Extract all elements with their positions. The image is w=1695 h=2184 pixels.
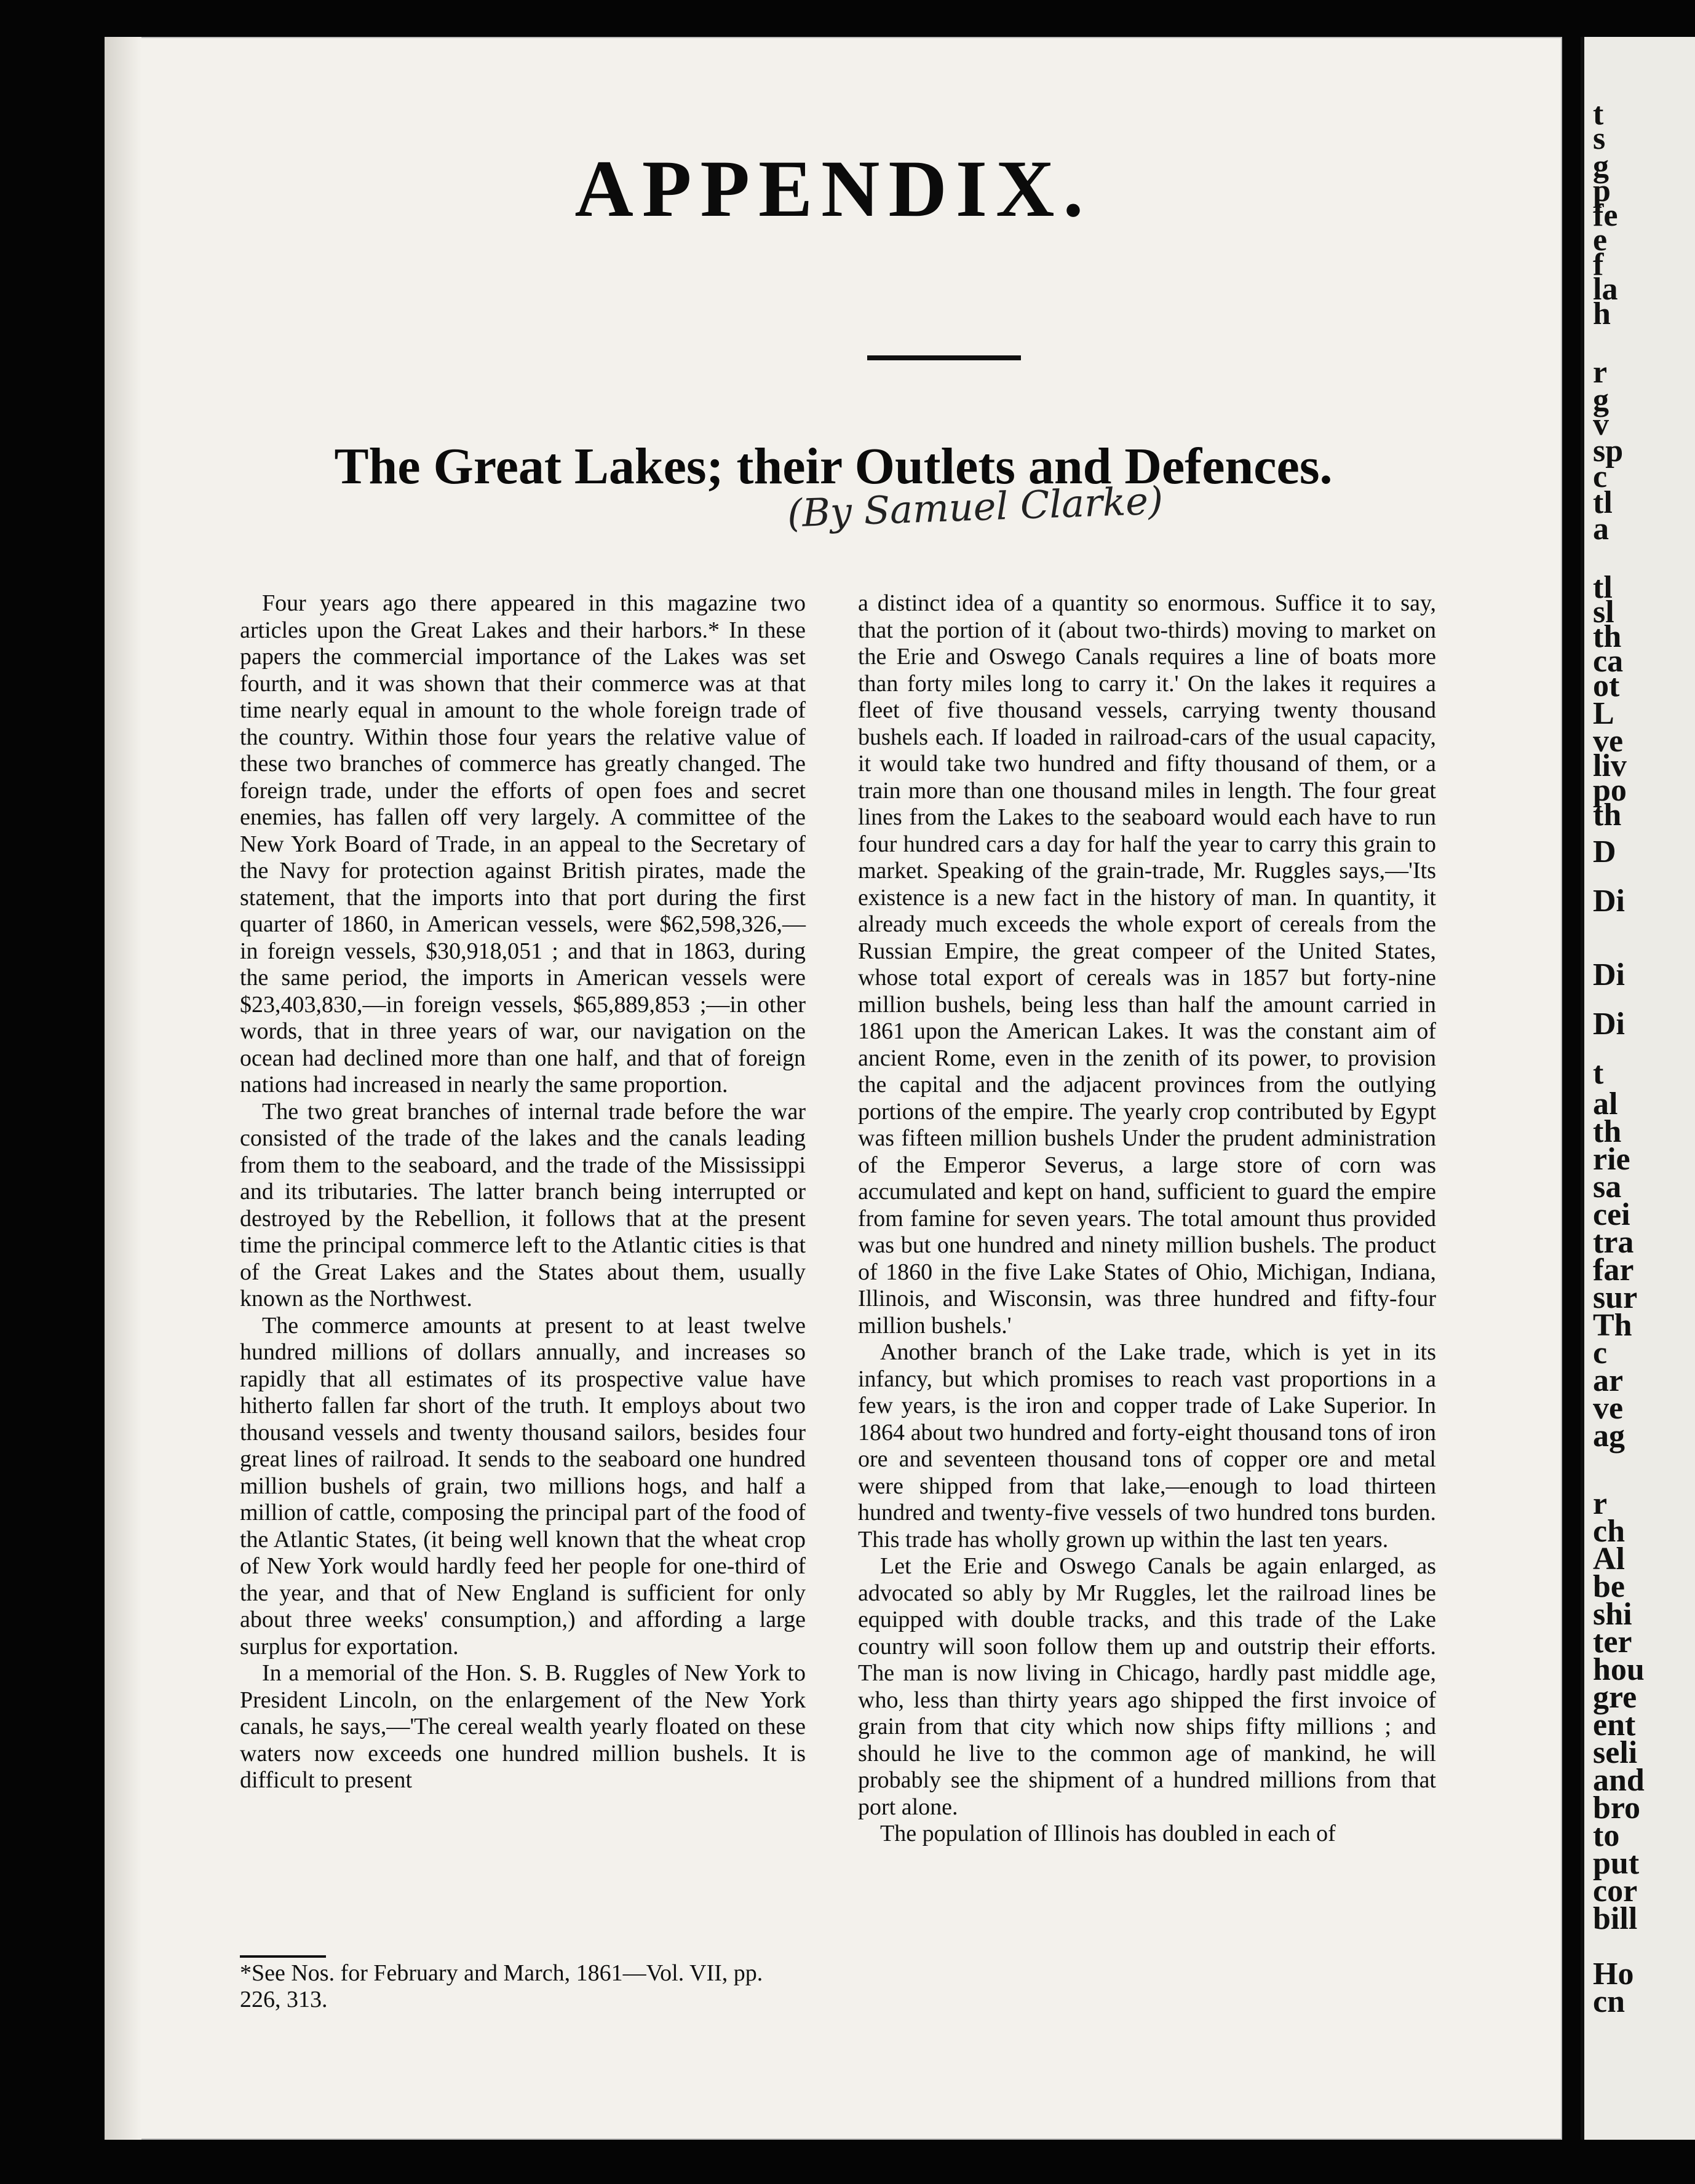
adjacent-text-fragment: cn	[1593, 1984, 1625, 2019]
adjacent-text-fragment: liv	[1593, 748, 1627, 783]
paragraph: In a memorial of the Hon. S. B. Ruggles of New York to President Lincoln, on the enlargement of the New York canals, he says,—'The cereal wealth yearly floated on these waters now exceeds one hundred million bushels. It is difficult to present	[240, 1660, 806, 1793]
adjacent-text-fragment: r	[1593, 355, 1608, 390]
article-title: The Great Lakes; their Outlets and Defences.	[334, 438, 1333, 495]
paragraph: The population of Illinois has doubled in each of	[880, 1821, 1336, 1846]
paragraph: Let the Erie and Oswego Canals be again enlarged, as advocated so ably by Mr Ruggles, let the railroad lines be equipped with double tracks, and this trade of the Lake country will soon follow them up and outstrip their efforts. The man is now living in Chicago, hardly past middle age, who, less than thirty years ago shipped the first invoice of grain from that city which now ships fifty millions ; and should he live to the common age of mankind, he will probably see the shipment of a hundred millions from that port alone.	[858, 1553, 1436, 1820]
document-page	[105, 37, 1562, 2140]
adjacent-text-fragment: sur	[1593, 1280, 1638, 1315]
adjacent-text-fragment: ot	[1593, 668, 1620, 703]
right-column	[858, 590, 1436, 2048]
paragraph: Four years ago there appeared in this magazine two articles upon the Great Lakes and their harbors.* In these papers the commercial importance of the Lakes was set fourth, and it was shown that their commerce was at that time nearly equal in amount to the whole foreign trade of the country. Within those four years the relative value of these two branches of commerce has greatly changed. The foreign trade, under the efforts of open foes and secret enemies, has fallen off very largely. A committee of the New York Board of Trade, in an appeal to the Secretary of the Navy for protection against British pirates, made the statement, that the imports into that port during the first quarter of 1860, in American vessels, were $62,598,326,—in foreign vessels, $30,918,051 ; and that in 1863, during the same period, the imports in American vessels were $23,403,830,—in foreign vessels, $65,889,853 ;—in other words, that in three years of war, our navigation on the ocean had declined more than one half, and that of foreign nations had increased in nearly the same proportion.	[240, 590, 806, 1098]
adjacent-text-fragment: v	[1593, 407, 1609, 442]
adjacent-text-fragment: al	[1593, 1086, 1618, 1122]
adjacent-text-fragment: hou	[1593, 1652, 1645, 1687]
adjacent-text-fragment: Al	[1593, 1541, 1625, 1577]
adjacent-text-fragment: t	[1593, 97, 1604, 132]
adjacent-text-fragment: sp	[1593, 433, 1624, 469]
adjacent-text-fragment: tl	[1593, 570, 1613, 605]
adjacent-text-fragment: r	[1593, 1486, 1608, 1521]
paragraph: The commerce amounts at present to at least twelve hundred millions of dollars annually, and increases so rapidly that all estimates of its prospective value have hitherto fallen far short of the truth. It employs about two thousand vessels and twenty thousand sailors, besides four great lines of railroad. It sends to the seaboard one hundred million bushels of grain, two millions hogs, and half a million of cattle, composing the principal part of the food of the Atlantic States, (it being well known that the wheat crop of New York would hardly feed her people for one-third of the year, and that of New England is sufficient for only about three weeks' consumption,) and affording a large surplus for exportation.	[240, 1312, 806, 1660]
adjacent-text-fragment: po	[1593, 773, 1627, 808]
adjacent-text-fragment: f	[1593, 247, 1604, 282]
adjacent-text-fragment: rie	[1593, 1142, 1630, 1177]
adjacent-text-fragment: tra	[1593, 1225, 1634, 1260]
adjacent-text-fragment: e	[1593, 223, 1608, 258]
adjacent-text-fragment: be	[1593, 1569, 1625, 1604]
adjacent-text-fragment: la	[1593, 272, 1618, 307]
adjacent-text-fragment: th	[1593, 797, 1622, 833]
paragraph: The two great branches of internal trade before the war consisted of the trade of the lakes and the canals leading from them to the seaboard, and the trade of the Mississippi and its tributaries. The latter branch being interrupted or destroyed by the Rebellion, it follows that at the present time the principal commerce left to the Atlantic cities is that of the Great Lakes and the States about them, usually known as the Northwest.	[240, 1098, 806, 1312]
adjacent-text-fragment: put	[1593, 1846, 1640, 1881]
adjacent-text-fragment: Di	[1593, 1007, 1625, 1042]
adjacent-text-fragment: L	[1593, 696, 1614, 731]
adjacent-text-fragment: g	[1593, 382, 1609, 417]
adjacent-text-fragment: cor	[1593, 1873, 1638, 1909]
adjacent-text-fragment: Di	[1593, 884, 1625, 919]
paragraph: a distinct idea of a quantity so enormous. Suffice it to say, that the portion of it (about two-thirds) moving to market on the Erie and Oswego Canals requires a line of boats more than forty miles long to carry it.' On the lakes it requires a fleet of five thousand vessels, carrying twenty thousand bushels each. If loaded in railroad-cars of the usual capacity, it would take two hundred and fifty thousand of them, or a train more than one thousand miles in length. The four great lines from the Lakes to the seaboard would each have to run four hundred cars a day for half the year to carry this grain to market. Speaking of the grain-trade, Mr. Ruggles says,—'Its existence is a new fact in the history of man. In quantity, it already much exceeds the whole export of cereals from the Russian Empire, the great compeer of the United States, whose total export of cereals was in 1857 but forty-nine million bushels, being less than half the amount carried in 1861 upon the American Lakes. It was the constant aim of ancient Rome, even in the zenith of its power, to provision the capital and the adjacent provinces from the outlying portions of the empire. The yearly crop contributed by Egypt was fifteen million bushels Under the prudent administration of the Emperor Severus, a large store of corn was accumulated and kept on hand, sufficient to guard the empire from famine for seven years. The total amount thus provided was but one hundred and ninety million bushels. The product of 1860 in the five Lake States of Ohio, Michigan, Indiana, Illinois, and Wisconsin, was three hundred and fifty-four million bushels.'	[858, 590, 1436, 1339]
adjacent-page-edge	[1581, 37, 1695, 2140]
adjacent-text-fragment: ar	[1593, 1363, 1624, 1398]
adjacent-text-fragment: and	[1593, 1763, 1645, 1798]
footnote: *See Nos. for February and March, 1861—Vol. VII, pp. 226, 313.	[240, 1960, 763, 2012]
heading-divider	[867, 355, 1021, 360]
adjacent-text-fragment: ve	[1593, 724, 1624, 759]
adjacent-text-fragment: Ho	[1593, 1957, 1634, 1992]
adjacent-text-fragment: c	[1593, 1335, 1608, 1371]
adjacent-text-fragment: shi	[1593, 1597, 1632, 1632]
adjacent-text-fragment: p	[1593, 173, 1611, 208]
adjacent-text-fragment: bro	[1593, 1790, 1641, 1826]
adjacent-text-fragment: s	[1593, 121, 1606, 156]
adjacent-text-fragment: sa	[1593, 1169, 1622, 1205]
adjacent-text-fragment: a	[1593, 512, 1609, 547]
adjacent-text-fragment: D	[1593, 834, 1616, 869]
adjacent-text-fragment: ca	[1593, 644, 1624, 679]
adjacent-text-fragment: tl	[1593, 485, 1613, 520]
adjacent-text-fragment: gre	[1593, 1680, 1637, 1715]
adjacent-text-fragment: cei	[1593, 1197, 1630, 1232]
adjacent-text-fragment: th	[1593, 1114, 1622, 1149]
handwritten-annotation: (By Samuel Clarke)	[786, 478, 1164, 536]
adjacent-text-fragment: th	[1593, 619, 1622, 654]
adjacent-text-fragment: ve	[1593, 1391, 1624, 1426]
adjacent-text-fragment: t	[1593, 1056, 1604, 1091]
adjacent-text-fragment: to	[1593, 1818, 1620, 1853]
adjacent-text-fragment: ag	[1593, 1418, 1625, 1454]
adjacent-text-fragment: fe	[1593, 198, 1618, 233]
adjacent-text-fragment: Th	[1593, 1308, 1632, 1343]
footnote-divider	[240, 1955, 326, 1958]
page-heading: APPENDIX.	[574, 143, 1092, 234]
adjacent-text-fragment: g	[1593, 149, 1609, 184]
adjacent-text-fragment: ent	[1593, 1707, 1636, 1743]
adjacent-text-fragment: seli	[1593, 1735, 1638, 1770]
left-column	[240, 590, 806, 1937]
adjacent-text-fragment: Di	[1593, 957, 1625, 992]
adjacent-text-fragment: c	[1593, 459, 1608, 494]
paragraph: Another branch of the Lake trade, which is yet in its infancy, but which promises to reach vast proportions in a few years, is the iron and copper trade of Lake Superior. In 1864 about two hundred and forty-eight thousand tons of iron ore and seventeen thousand tons of copper ore and metal were shipped from that lake,—enough to load thirteen hundred and twenty-five vessels of two hundred tons burden. This trade has wholly grown up within the last ten years.	[858, 1339, 1436, 1553]
adjacent-text-fragment: h	[1593, 296, 1611, 331]
adjacent-text-fragment: ch	[1593, 1514, 1625, 1549]
adjacent-text-fragment: bill	[1593, 1901, 1638, 1936]
adjacent-text-fragment: far	[1593, 1252, 1634, 1288]
adjacent-text-fragment: sl	[1593, 595, 1614, 630]
adjacent-text-fragment: ter	[1593, 1624, 1632, 1660]
